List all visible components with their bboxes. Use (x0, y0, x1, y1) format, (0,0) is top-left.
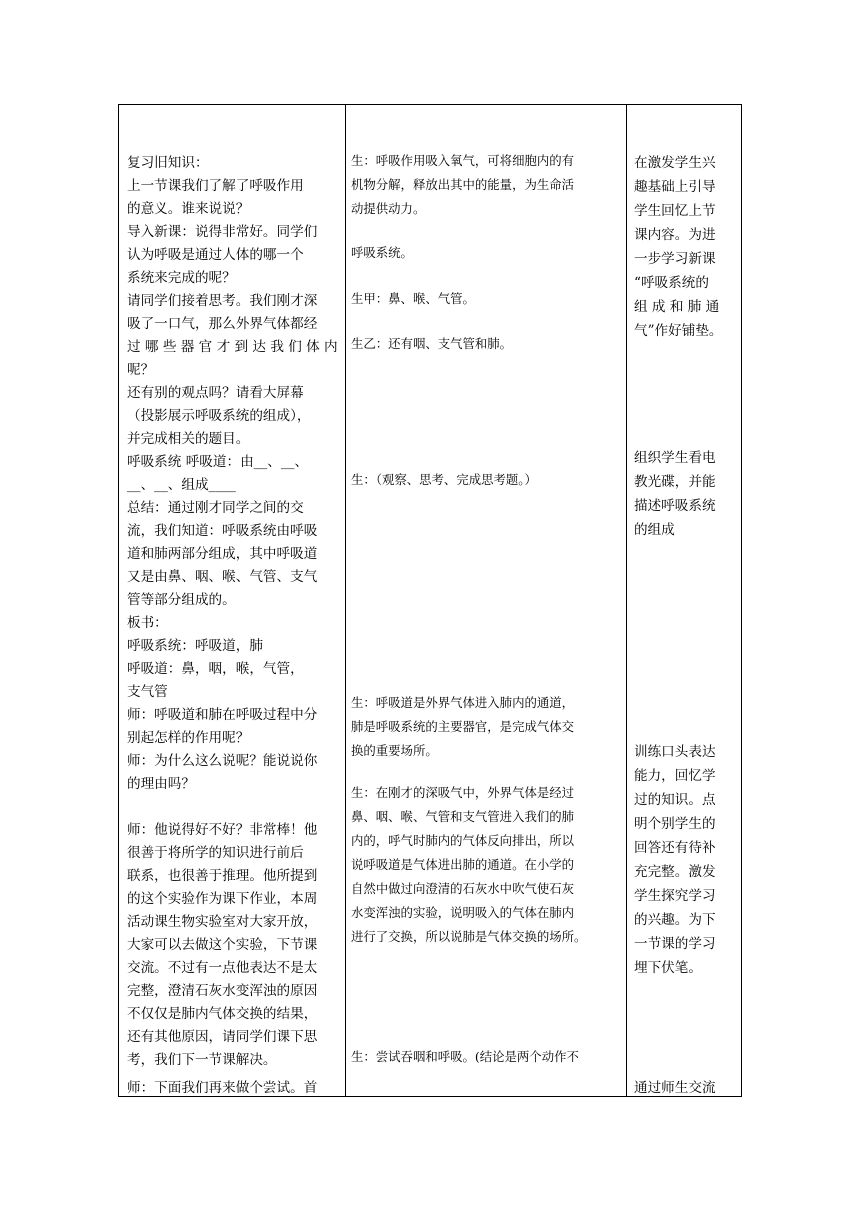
text-line: 支气管 (127, 684, 168, 700)
text-line: 道和肺两部分组成，其中呼吸道 (127, 546, 318, 562)
text-line: 的意义。谁来说说？ (127, 201, 250, 217)
text-line: 机物分解，释放出其中的能量，为生命活 (351, 177, 575, 192)
text-line: 师：他说得好不好？非常棒！他 (127, 822, 318, 838)
text-line: 生：尝试吞咽和呼吸。(结论是两个动作不 (351, 1049, 579, 1064)
text-line: 内的，呼气时肺内的气体反向排出，所以 (351, 833, 575, 848)
text-line: 进行了交换，所以说肺是气体交换的场所。 (351, 929, 587, 944)
text-line: 呼吸系统。 (351, 245, 413, 260)
text-line: 生：呼吸道是外界气体进入肺内的通道， (351, 695, 575, 710)
text-line: 课内容。为进 (634, 227, 716, 243)
text-line: 师：呼吸道和肺在呼吸过程中分 (127, 707, 318, 723)
text-line: __、__、组成____ (127, 477, 236, 493)
text-line: 完整，澄清石灰水变浑浊的原因 (127, 983, 318, 999)
text-line: 导入新课：说得非常好。同学们 (127, 224, 318, 240)
text-line: 在激发学生兴 (634, 155, 716, 171)
text-line: 交流。不过有一点他表达不是太 (127, 960, 318, 976)
text-line: 组 成 和 肺 通 (634, 299, 720, 315)
text-line: 学生回忆上节 (634, 203, 716, 219)
design-intent-column (626, 105, 743, 1096)
text-line: 过的知识。点 (634, 792, 716, 808)
text-line: 能力，回忆学 (634, 768, 716, 784)
text-line: 活动课生物实验室对大家开放， (127, 914, 318, 930)
lesson-plan-table (118, 104, 742, 1097)
text-line: 换的重要场所。 (351, 743, 438, 758)
text-line: 生：在刚才的深吸气中，外界气体是经过 (351, 785, 575, 800)
text-line: 联系，也很善于推理。他所提到 (127, 868, 318, 884)
text-line: “呼吸系统的 (634, 275, 709, 291)
text-line: 呼吸系统：呼吸道，肺 (127, 638, 263, 654)
text-line: 一节课的学习 (634, 936, 716, 952)
text-line: 很善于将所学的知识进行前后 (127, 845, 304, 861)
text-line: 呼吸道：鼻，咽，喉，气管， (127, 661, 304, 677)
text-line: 学生探究学习 (634, 888, 716, 904)
text-line: 明个别学生的 (634, 816, 716, 832)
text-line: 生甲：鼻、喉、气管。 (351, 291, 475, 306)
text-line: 不仅仅是肺内气体交换的结果， (127, 1006, 318, 1022)
text-line: 生乙：还有咽、支气管和肺。 (351, 336, 513, 351)
text-line: 板书： (127, 615, 168, 631)
text-line: 组织学生看电 (634, 450, 716, 466)
text-line: 请同学们接着思考。我们刚才深 (127, 293, 318, 309)
text-line: 过 哪 些 器 官 才 到 达 我 们 体 内 (127, 339, 338, 355)
text-line: 流，我们知道：呼吸系统由呼吸 (127, 523, 318, 539)
teacher-activity-column (119, 105, 345, 1096)
text-line: 动提供动力。 (351, 201, 426, 216)
text-line: 的组成 (634, 522, 675, 538)
text-line: 呼吸系统 呼吸道：由__、__、 (127, 454, 309, 470)
text-line: 鼻、咽、喉、气管和支气管进入我们的肺 (351, 809, 575, 824)
text-line: 认为呼吸是通过人体的哪一个 (127, 247, 304, 263)
text-line: 复习旧知识： (127, 155, 209, 171)
text-line: 教光碟，并能 (634, 474, 716, 490)
text-line: 生：（观察、思考、完成思考题。） (351, 472, 537, 487)
text-line: 别起怎样的作用呢？ (127, 730, 250, 746)
text-line: 上一节课我们了解了呼吸作用 (127, 178, 304, 194)
text-line: 并完成相关的题目。 (127, 431, 250, 447)
student-activity-column (345, 105, 626, 1096)
text-line: 训练口头表达 (634, 744, 716, 760)
text-line: 呢？ (127, 362, 155, 378)
text-line: 一步学习新课 (634, 251, 716, 267)
text-line: 说呼吸道是气体进出肺的通道。在小学的 (351, 857, 575, 872)
text-line: 师：下面我们再来做个尝试。首 (127, 1080, 318, 1096)
text-line: 描述呼吸系统 (634, 498, 716, 514)
text-line: 还有别的观点吗？请看大屏幕 (127, 385, 304, 401)
text-line: 吸了一口气，那么外界气体都经 (127, 316, 318, 332)
text-line: 回答还有待补 (634, 840, 716, 856)
text-line: 气”作好铺垫。 (634, 323, 723, 339)
text-line: 管等部分组成的。 (127, 592, 236, 608)
text-line: 考，我们下一节课解决。 (127, 1052, 277, 1068)
text-line: 埋下伏笔。 (634, 960, 702, 976)
text-line: 总结：通过刚才同学之间的交 (127, 500, 304, 516)
text-line: 水变浑浊的实验，说明吸入的气体在肺内 (351, 905, 575, 920)
text-line: 系统来完成的呢？ (127, 270, 236, 286)
text-line: 大家可以去做这个实验，下节课 (127, 937, 318, 953)
text-line: 生：呼吸作用吸入氧气，可将细胞内的有 (351, 153, 575, 168)
text-line: 师：为什么这么说呢？能说说你 (127, 753, 318, 769)
text-line: 肺是呼吸系统的主要器官，是完成气体交 (351, 719, 575, 734)
text-line: 自然中做过向澄清的石灰水中吹气使石灰 (351, 881, 575, 896)
text-line: （投影展示呼吸系统的组成）， (127, 408, 311, 424)
text-line: 通过师生交流 (634, 1080, 716, 1096)
text-line: 还有其他原因，请同学们课下思 (127, 1029, 318, 1045)
text-line: 的兴趣。为下 (634, 912, 716, 928)
text-line: 的理由吗？ (127, 776, 195, 792)
text-line: 充完整。激发 (634, 864, 716, 880)
text-line: 趣基础上引导 (634, 179, 716, 195)
text-line: 的这个实验作为课下作业，本周 (127, 891, 318, 907)
text-line: 又是由鼻、咽、喉、气管、支气 (127, 569, 318, 585)
